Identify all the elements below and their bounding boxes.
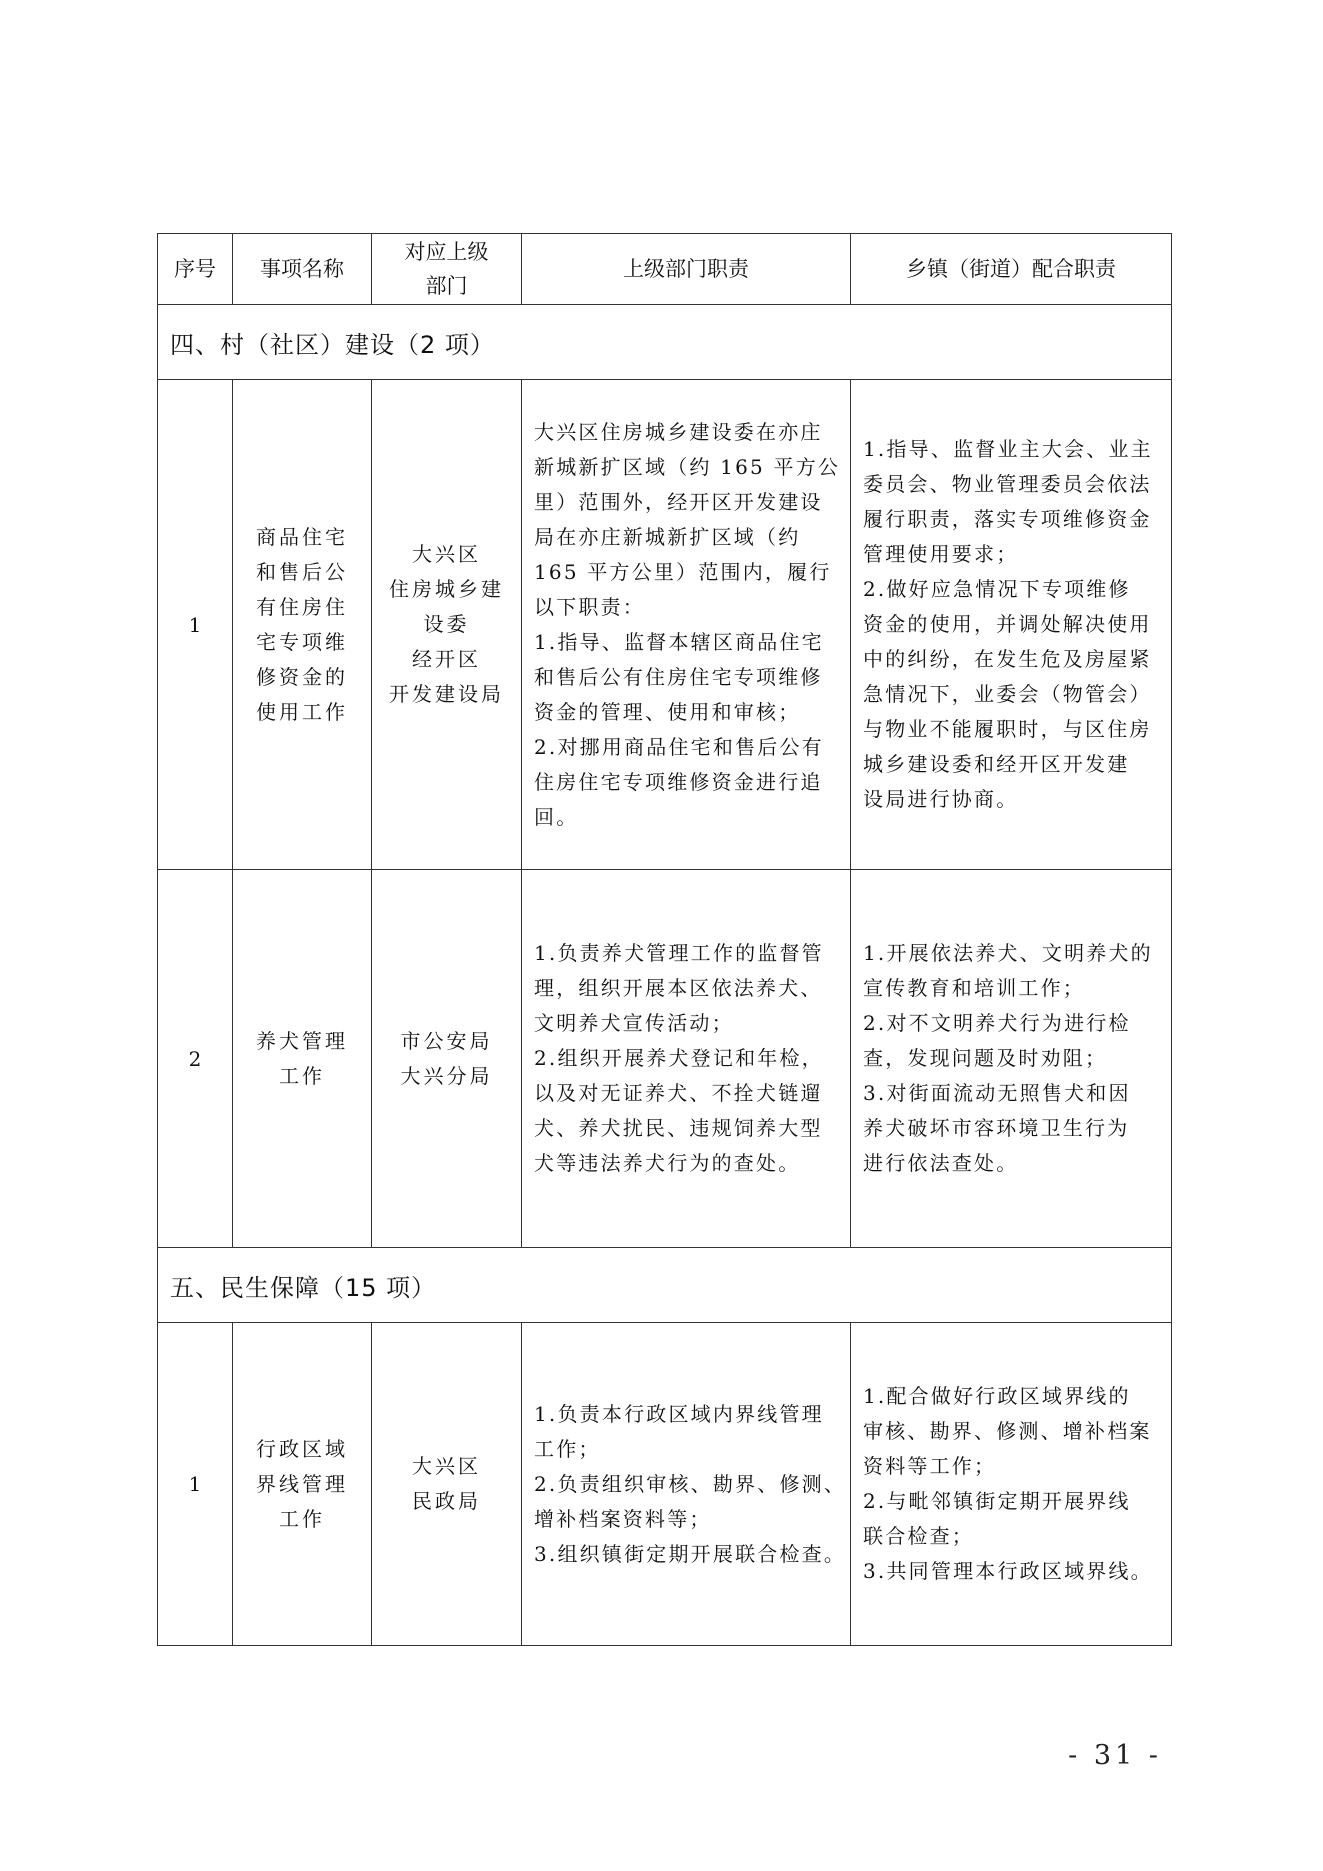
text-line: 资金的管理、使用和审核； [534,699,801,724]
text-line: 1.负责养犬管理工作的监督管 [534,941,824,965]
text-line: 犬等违法养犬行为的查处。 [534,1151,801,1175]
text-line: 城乡建设委和经开区开发建 [863,752,1130,776]
text-line: 犬、养犬扰民、违规饲养大型 [534,1116,823,1140]
text-line: 市公安局 [400,1028,493,1053]
text-line: 3.对街面流动无照售犬和因 [863,1081,1131,1105]
dept-duty [522,870,851,1248]
text-line: 养犬管理 [256,1028,348,1053]
row-number: 1 [158,380,233,870]
text-line: 设局进行协商。 [863,787,1019,811]
text-line: 急情况下，业委会（物管会） [863,682,1152,706]
table-row [158,870,1172,1248]
header-dept [372,234,522,305]
text-line: 有住房住 [256,594,348,619]
text-line: 查，发现问题及时劝阻； [863,1046,1108,1070]
text-line: 大兴区 [412,542,481,566]
text-line: 回。 [534,804,579,829]
town-coop-duty [851,870,1172,1248]
text-line: 和售后公有住房住宅专项维修 [534,664,823,689]
text-line: 住房城乡建 [389,577,504,601]
section-title: 五、民生保障（15 项） [158,1248,1172,1323]
text-line: 里）范围外，经开区开发建设 [534,489,823,514]
text-line: 和售后公 [256,559,348,584]
text-line: 商品住宅 [256,524,348,549]
text-line: 中的纠纷，在发生危及房屋紧 [863,647,1152,671]
section-row [158,305,1172,380]
text-line: 2.做好应急情况下专项维修 [863,577,1131,601]
text-line: 开发建设局 [389,682,504,706]
dept-duty [522,380,851,870]
page-number: - 31 - [1068,1740,1162,1771]
text-line: 委员会、物业管理委员会依法 [863,472,1152,496]
text-line: 宣传教育和培训工作； [863,976,1085,1000]
superior-dept [372,1323,522,1646]
row-number: 2 [158,870,233,1248]
superior-dept [372,380,522,870]
text-line: 使用工作 [256,699,348,724]
text-line: 2.组织开展养犬登记和年检， [534,1046,824,1070]
text-line: 文明养犬宣传活动； [534,1011,734,1035]
text-line: 3.共同管理本行政区域界线。 [863,1559,1153,1583]
text-line: 以下职责： [534,594,645,619]
text-line: 大兴区 [412,1454,481,1478]
text-line: 工作 [279,1063,325,1088]
text-line: 宅专项维 [256,629,348,654]
text-line: 工作； [534,1436,601,1461]
text-line: 3.组织镇街定期开展联合检查。 [534,1541,847,1566]
header-town-duty: 乡镇（街道）配合职责 [851,234,1172,305]
dept-duty [522,1323,851,1646]
text-line: 行政区域 [256,1436,348,1461]
header-dept-line: 部门 [425,274,468,298]
text-line: 管理使用要求； [863,542,1019,566]
text-line: 界线管理 [256,1471,348,1496]
town-coop-duty [851,380,1172,870]
text-line: 1.指导、监督本辖区商品住宅 [534,629,824,654]
text-line: 1.指导、监督业主大会、业主 [863,437,1153,461]
text-line: 新城新扩区域（约 165 平方公 [534,454,841,479]
header-dept-line: 对应上级 [404,240,489,264]
superior-dept [372,870,522,1248]
text-line: 联合检查； [863,1524,974,1548]
text-line: 2.对不文明养犬行为进行检 [863,1011,1131,1035]
text-line: 养犬破坏市容环境卫生行为 [863,1116,1130,1140]
text-line: 2.与毗邻镇街定期开展界线 [863,1489,1131,1513]
header-seq: 序号 [158,234,233,305]
header-dept-duty: 上级部门职责 [522,234,851,305]
text-line: 局在亦庄新城新扩区域（约 [534,524,801,549]
text-line: 2.负责组织审核、勘界、修测、 [534,1471,847,1496]
text-line: 工作 [279,1506,325,1531]
text-line: 1.配合做好行政区域界线的 [863,1384,1131,1408]
section-title: 四、村（社区）建设（2 项） [158,305,1172,380]
town-coop-duty [851,1323,1172,1646]
text-line: 与物业不能履职时，与区住房 [863,717,1152,741]
text-line: 进行依法查处。 [863,1151,1019,1175]
row-number: 1 [158,1323,233,1646]
text-line: 165 平方公里）范围内，履行 [534,559,832,584]
text-line: 民政局 [412,1489,481,1513]
text-line: 1.负责本行政区域内界线管理 [534,1401,824,1426]
section-row [158,1248,1172,1323]
text-line: 住房住宅专项维修资金进行追 [534,769,823,794]
header-item-name: 事项名称 [233,234,372,305]
text-line: 设委 [423,612,470,636]
responsibility-table [157,233,1172,1646]
table-row [158,380,1172,870]
text-line: 履行职责，落实专项维修资金 [863,507,1152,531]
text-line: 大兴分局 [400,1063,493,1088]
text-line: 1.开展依法养犬、文明养犬的 [863,941,1153,965]
text-line: 资金的使用，并调处解决使用 [863,612,1152,636]
item-name [233,1323,372,1646]
text-line: 修资金的 [256,664,348,689]
text-line: 资料等工作； [863,1454,997,1478]
table-row [158,1323,1172,1646]
item-name [233,870,372,1248]
item-name [233,380,372,870]
text-line: 理，组织开展本区依法养犬、 [534,976,823,1000]
text-line: 大兴区住房城乡建设委在亦庄 [534,419,823,444]
text-line: 增补档案资料等； [534,1506,712,1531]
table-header-row [158,234,1172,305]
text-line: 审核、勘界、修测、增补档案 [863,1419,1152,1443]
text-line: 2.对挪用商品住宅和售后公有 [534,734,824,759]
text-line: 以及对无证养犬、不拴犬链遛 [534,1081,823,1105]
text-line: 经开区 [412,647,481,671]
